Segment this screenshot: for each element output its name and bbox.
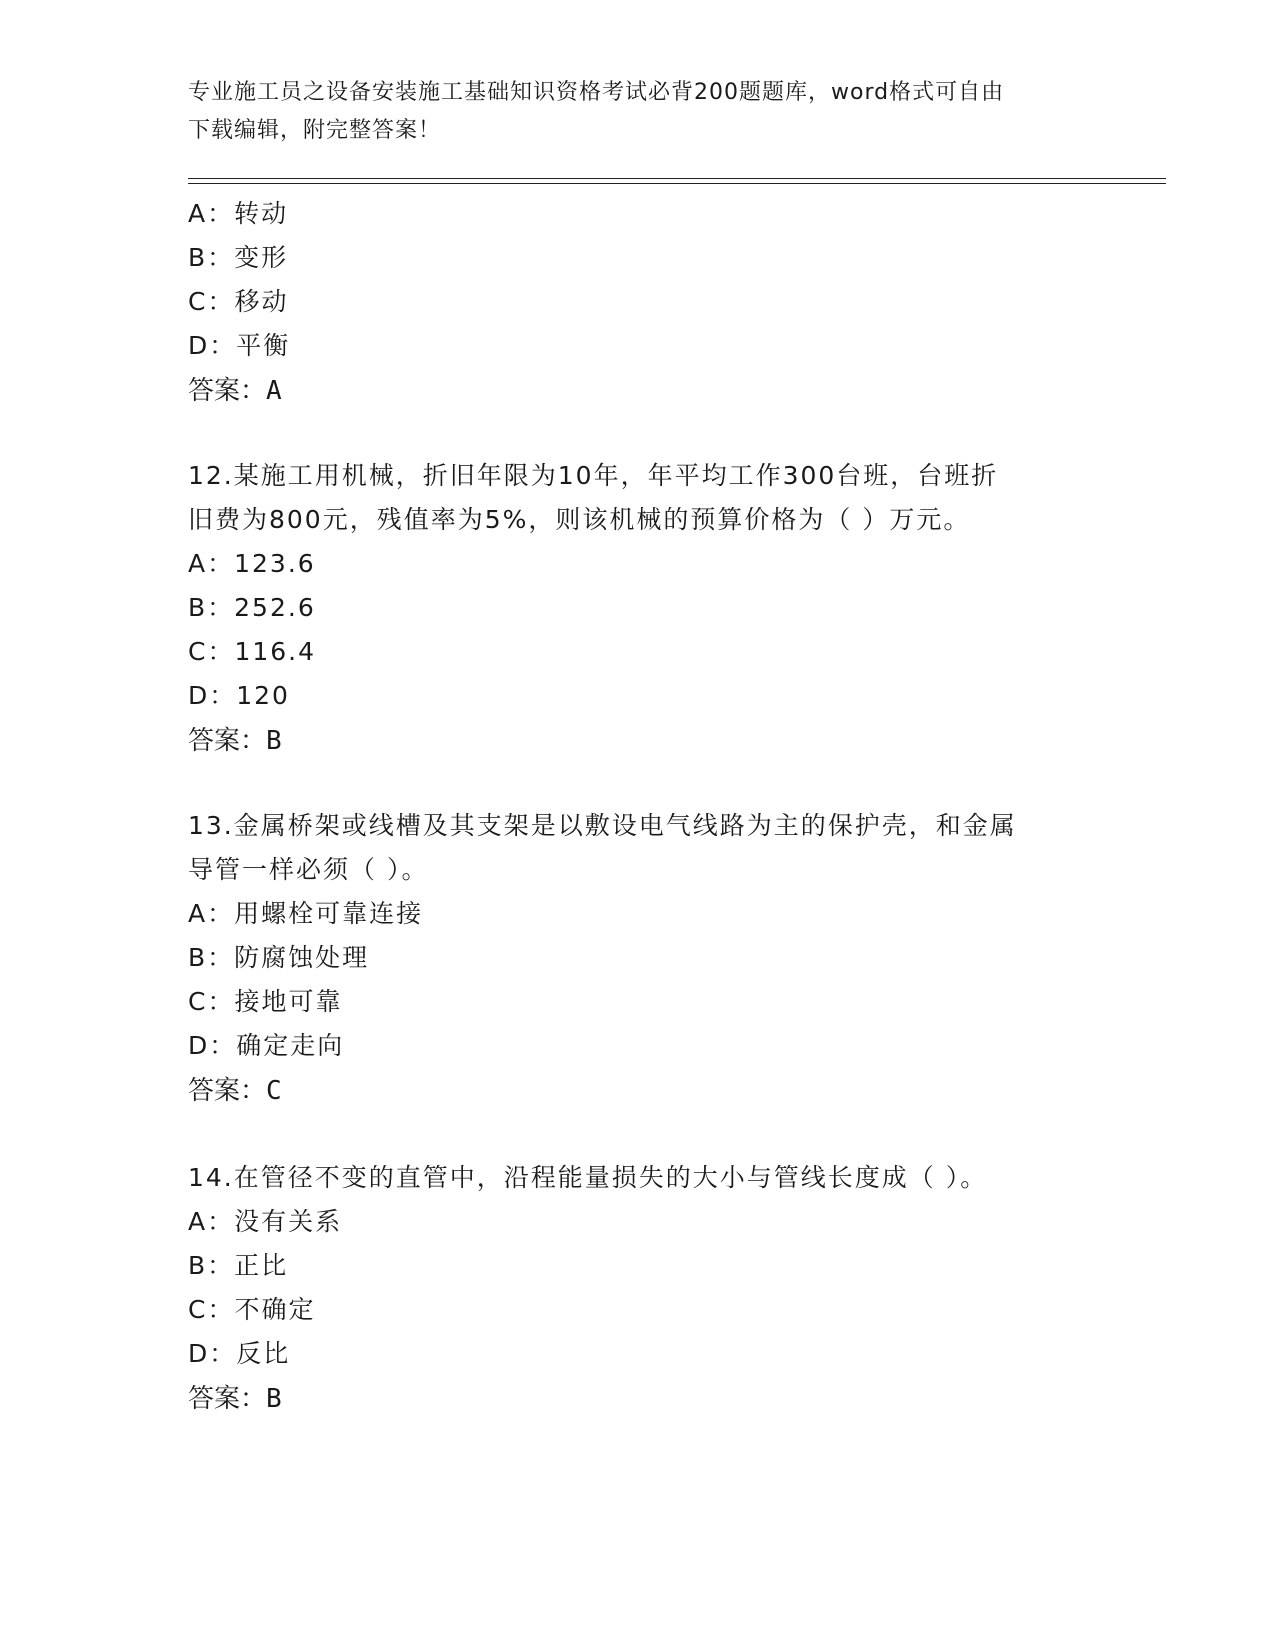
q14-stem-line-1: 14.在管径不变的直管中，沿程能量损失的大小与管线长度成（ ）。 bbox=[188, 1163, 988, 1192]
q13-stem-line-2: 导管一样必须（ ）。 bbox=[188, 855, 429, 884]
q14-option-a: A：没有关系 bbox=[188, 1207, 343, 1236]
q12-option-b: B：252.6 bbox=[188, 593, 316, 622]
header-divider-top bbox=[188, 178, 1166, 179]
q12-stem-line-2: 旧费为800元，残值率为5%，则该机械的预算价格为（ ）万元。 bbox=[188, 505, 971, 534]
q11-option-b: B：变形 bbox=[188, 243, 289, 272]
q13-answer: 答案：C bbox=[188, 1076, 282, 1106]
header-divider-bottom bbox=[188, 183, 1166, 184]
q14-option-d: D：反比 bbox=[188, 1339, 291, 1368]
q14-option-b: B：正比 bbox=[188, 1251, 289, 1280]
q13-option-d: D：确定走向 bbox=[188, 1031, 345, 1060]
q14-answer: 答案：B bbox=[188, 1384, 282, 1414]
q13-option-c: C：接地可靠 bbox=[188, 987, 343, 1016]
q12-option-c: C：116.4 bbox=[188, 637, 317, 666]
q11-answer: 答案：A bbox=[188, 376, 282, 406]
q12-stem-line-1: 12.某施工用机械，折旧年限为10年，年平均工作300台班，台班折 bbox=[188, 461, 999, 490]
q13-option-a: A：用螺栓可靠连接 bbox=[188, 899, 424, 928]
q11-option-a: A：转动 bbox=[188, 199, 289, 228]
q13-option-b: B：防腐蚀处理 bbox=[188, 943, 370, 972]
q12-option-d: D：120 bbox=[188, 681, 290, 710]
q13-stem-line-1: 13.金属桥架或线槽及其支架是以敷设电气线路为主的保护壳，和金属 bbox=[188, 811, 1017, 840]
q11-option-c: C：移动 bbox=[188, 287, 289, 316]
q12-option-a: A：123.6 bbox=[188, 549, 316, 578]
q12-answer: 答案：B bbox=[188, 726, 282, 756]
q11-option-d: D：平衡 bbox=[188, 331, 291, 360]
document-header bbox=[188, 74, 1088, 150]
header-line-2: 下载编辑，附完整答案！ bbox=[188, 118, 442, 143]
header-line-1: 专业施工员之设备安装施工基础知识资格考试必背200题题库，word格式可自由 bbox=[188, 80, 1005, 105]
q14-option-c: C：不确定 bbox=[188, 1295, 316, 1324]
